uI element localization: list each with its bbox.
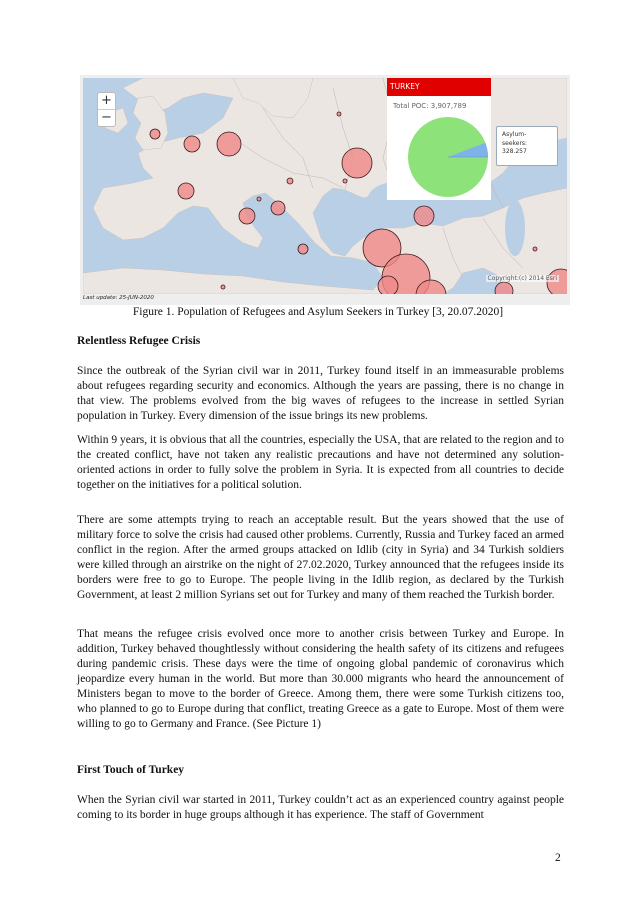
refugee-bubble[interactable] bbox=[378, 276, 398, 294]
section-heading-relentless-refugee-crisis: Relentless Refugee Crisis bbox=[77, 335, 201, 347]
refugee-bubble[interactable] bbox=[414, 206, 434, 226]
refugee-bubble[interactable] bbox=[184, 136, 200, 152]
refugee-bubble[interactable] bbox=[342, 148, 372, 178]
country-popup bbox=[387, 78, 491, 200]
paragraph: That means the refugee crisis evolved once more to another crisis between Turkey and Europe. In addition, Turkey behaved thoughtlessly without considering the health safety of its citizens and refugees during pandemic crisis. These days were the time of ongoing global pandemic of coronavirus which jeopardize every human in the world. But more than 30.000 migrants who heard the announcement of Ministers began to move to the border of Greece. Among them, there were some Turkish citizens too, who planned to go to Europe during that conflict, treating Greece as a gate to Europe. Most of them were willing to go to Germany and France. (See Picture 1) bbox=[77, 628, 564, 730]
paragraph: There are some attempts trying to reach an acceptable result. But the years showed that the use of military force to solve the crisis had caused other problems. Currently, Russia and Turkey faced an armed conflict in the region. After the armed groups attacked on Idlib (city in Syria) and 34 Turkish soldiers were killed through an airstrike on the night of 27.02.2020, Turkey announced that the refugees inside its borders were free to go to Europe. The people living in the Idlib region, as declared by the Turkish Government, at least 2 million Syrians set out for Turkey and many of them reached the Turkish border. bbox=[77, 514, 564, 601]
refugee-bubble[interactable] bbox=[217, 132, 241, 156]
paragraph: Within 9 years, it is obvious that all the countries, especially the USA, that are related to the region and to the created conflict, have not taken any realistic precautions and have not determined any solution-oriented actions in order to fully solve the problem in Syria. It is expected from all countries to decide together on the initiatives for a political solution. bbox=[77, 434, 564, 491]
refugee-bubble[interactable] bbox=[533, 247, 537, 251]
figure-caption: Figure 1. Population of Refugees and Asylum Seekers in Turkey [3, 20.07.2020] bbox=[132, 306, 504, 318]
map-basemap bbox=[83, 78, 567, 294]
refugee-bubble[interactable] bbox=[150, 129, 160, 139]
last-update-label: Last update: 25-JUN-2020 bbox=[83, 295, 154, 301]
refugee-bubble[interactable] bbox=[298, 244, 308, 254]
refugee-map[interactable] bbox=[83, 78, 567, 294]
zoom-out-button[interactable]: − bbox=[98, 109, 115, 126]
refugee-bubble[interactable] bbox=[257, 197, 261, 201]
tooltip-line-2: seekers: bbox=[502, 139, 528, 147]
refugee-bubble[interactable] bbox=[337, 112, 341, 116]
page-number: 2 bbox=[555, 852, 561, 864]
pie-chart bbox=[407, 116, 489, 198]
figure-refugee-map bbox=[80, 75, 570, 305]
refugee-bubble[interactable] bbox=[239, 208, 255, 224]
zoom-in-button[interactable]: + bbox=[101, 93, 112, 108]
popup-title: TURKEY bbox=[387, 78, 491, 96]
section-heading-first-touch-of-turkey: First Touch of Turkey bbox=[77, 764, 185, 776]
paragraph: Since the outbreak of the Syrian civil war in 2011, Turkey found itself in an immeasurable problems about refugees regarding security and economics. Although the years are passing, there is no change in that view. The problems evolved from the big waves of refugees to the increase in settled Syrian population in Turkey. Every dimension of the issue brings its new problems. bbox=[77, 365, 564, 422]
refugee-bubble[interactable] bbox=[287, 178, 293, 184]
refugee-bubble[interactable] bbox=[271, 201, 285, 215]
tooltip-line-1: Asylum- bbox=[502, 131, 527, 138]
refugee-bubble[interactable] bbox=[221, 285, 225, 289]
map-copyright: Copyright:(c) 2014 Esri bbox=[487, 275, 557, 282]
paragraph: When the Syrian civil war started in 2011, Turkey couldn’t act as an experienced country against people coming to its border in huge groups although it has experience. The staff of Government bbox=[77, 794, 564, 821]
popup-total-poc: Total POC: 3,907,789 bbox=[393, 102, 467, 110]
pie-tooltip bbox=[496, 126, 558, 166]
tooltip-line-3: 328.257 bbox=[502, 148, 527, 155]
refugee-bubble[interactable] bbox=[178, 183, 194, 199]
refugee-bubble[interactable] bbox=[343, 179, 347, 183]
zoom-control bbox=[97, 92, 116, 127]
